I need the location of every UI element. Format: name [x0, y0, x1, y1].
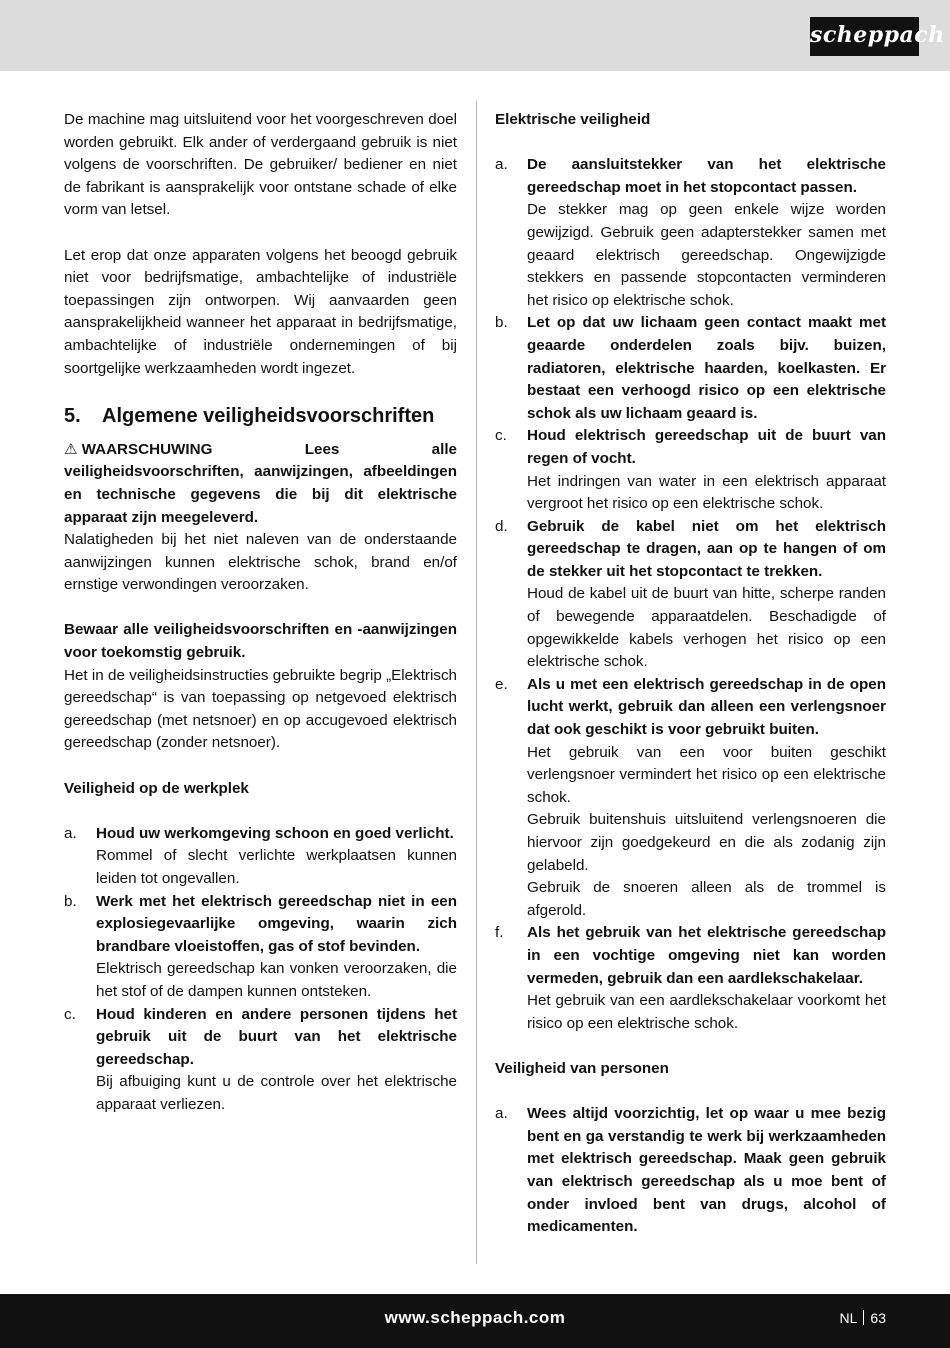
- warning-triangle-icon: ⚠: [64, 440, 78, 458]
- item-bold: Als het gebruik van het elektrische gereedschap in een vochtige omgeving niet kan worden vermeden, gebruik dan een aardlekschakelaar.: [527, 924, 886, 987]
- warning-text: Nalatigheden bij het niet naleven van de onderstaande aanwijzingen kunnen elektrische schok, brand en/of ernstige verwondingen veroorzaken.: [64, 531, 457, 594]
- page-number: 63: [870, 1310, 886, 1326]
- item-text: Het gebruik van een aardlekschakelaar voorkomt het risico op een elektrische schok.: [527, 992, 886, 1032]
- list-item: [495, 425, 886, 515]
- list-item: [495, 1103, 886, 1239]
- intended-use-paragraph: De machine mag uitsluitend voor het voorgeschreven doel worden gebruikt. Elk ander of verdergaand gebruik is niet volgens de voorschriften. De gebruiker/ bediener en niet de fabrikant is aansprakelijk voor ontstane schade of elke vorm van letsel.: [64, 111, 457, 219]
- persons-heading: Veiligheid van personen: [495, 1059, 669, 1077]
- column-divider: [476, 101, 477, 1264]
- left-column: [64, 109, 457, 1117]
- item-bold: Houd elektrisch gereedschap uit de buurt van regen of vocht.: [527, 427, 886, 467]
- keep-instructions-bold: Bewaar alle veiligheidsvoorschriften en -aanwijzingen voor toekomstig gebruik.: [64, 621, 457, 662]
- section-heading: [64, 403, 457, 439]
- item-marker: c.: [495, 427, 507, 445]
- electrical-heading: Elektrische veiligheid: [495, 111, 651, 128]
- item-text: Het gebruik van een voor buiten geschikt verlengsnoer vermindert het risico op een elektrische schok.: [527, 743, 886, 806]
- item-text: Elektrisch gereedschap kan vonken veroorzaken, die het stof of de dampen kunnen ontsteken.: [96, 960, 457, 1000]
- item-marker: c.: [64, 1005, 76, 1023]
- item-bold: Let op dat uw lichaam geen contact maakt met geaarde onderdelen zoals bijv. buizen, radiatoren, elektrische haarden, koelkasten. Er bestaat een verhoogd risico op een elektrische schok als uw lichaam geaard is.: [527, 314, 886, 422]
- item-bold: Houd uw werkomgeving schoon en goed verlicht.: [96, 824, 454, 842]
- footer-bar: [0, 1294, 950, 1348]
- item-marker: a.: [495, 1105, 508, 1123]
- list-item: [64, 823, 457, 891]
- item-text: Gebruik de snoeren alleen als de trommel is afgerold.: [527, 879, 886, 919]
- item-marker: b.: [495, 314, 508, 332]
- list-item: [64, 891, 457, 1004]
- item-marker: d.: [495, 517, 508, 535]
- page-separator: [863, 1310, 864, 1325]
- website-url: www.scheppach.com: [384, 1308, 566, 1327]
- section-number: 5.: [64, 404, 81, 427]
- item-marker: e.: [495, 675, 508, 693]
- keep-instructions-text: Het in de veiligheidsinstructies gebruikte begrip „Elektrisch gereedschap“ is van toepassing op netgevoed elektrisch gereedschap (met netsnoer) en op accugevoed elektrisch gereedschap (zonder netsnoer).: [64, 666, 457, 752]
- item-text: Bij afbuiging kunt u de controle over het elektrische apparaat verliezen.: [96, 1073, 457, 1113]
- item-text: Houd de kabel uit de buurt van hitte, scherpe randen of bewegende apparaatdelen. Beschadigde of opgewikkelde kabels verhogen het risico op een elektrische schok.: [527, 585, 886, 671]
- liability-paragraph: Let erop dat onze apparaten volgens het beoogd gebruik niet voor bedrijfsmatige, ambachtelijke of industriële toepassingen zijn ontworpen. Wij aanvaarden geen aansprakelijkheid wanneer het apparaat in bedrijfsmatige, ambachtelijke of industriële ondernemingen of bij soortgelijke werkzaamheden wordt ingezet.: [64, 246, 457, 377]
- right-column: [495, 109, 886, 1239]
- item-bold: Gebruik de kabel niet om het elektrisch gereedschap te dragen, aan op te hangen of om de stekker uit het stopcontact te trekken.: [527, 517, 886, 580]
- list-item: [495, 922, 886, 1035]
- section-title: Algemene veiligheidsvoorschriften: [102, 404, 435, 427]
- item-marker: a.: [495, 156, 508, 174]
- item-bold: Werk met het elektrisch gereedschap niet in een explosiegevaarlijke omgeving, waarin zich brandbare vloeistoffen, gas of stof bevinden.: [96, 892, 457, 955]
- item-text: Gebruik buitenshuis uitsluitend verlengsnoeren die hiervoor zijn goedgekeurd en die als zodanig zijn gelabeld.: [527, 811, 886, 874]
- warning-bold-text: WAARSCHUWING Lees alle veiligheidsvoorschriften, aanwijzingen, afbeeldingen en technische gegevens die bij dit elektrische apparaat zijn meegeleverd.: [64, 440, 457, 526]
- item-text: Rommel of slecht verlichte werkplaatsen kunnen leiden tot ongevallen.: [96, 847, 457, 887]
- item-text: Het indringen van water in een elektrisch apparaat vergroot het risico op een elektrische schok.: [527, 472, 886, 513]
- header-bar: [0, 0, 950, 71]
- item-marker: a.: [64, 824, 77, 842]
- scheppach-logo: scheppach: [810, 17, 919, 56]
- page-indicator: [840, 1310, 886, 1326]
- warning-block: [64, 439, 457, 529]
- list-item: [495, 312, 886, 425]
- item-bold: Houd kinderen en andere personen tijdens het gebruik uit de buurt van het elektrische gereedschap.: [96, 1005, 457, 1068]
- list-item: [64, 1004, 457, 1117]
- item-text: De stekker mag op geen enkele wijze worden gewijzigd. Gebruik geen adapterstekker samen met geaard elektrisch gereedschap. Ongewijzigde stekkers en passende stopcontacten verminderen het risico op elektrische schok.: [527, 201, 886, 309]
- list-item: [495, 674, 886, 923]
- item-marker: b.: [64, 892, 77, 910]
- item-marker: f.: [495, 924, 504, 942]
- list-item: [495, 516, 886, 674]
- item-bold: De aansluitstekker van het elektrische gereedschap moet in het stopcontact passen.: [527, 156, 886, 196]
- item-bold: Als u met een elektrisch gereedschap in de open lucht werkt, gebruik dan alleen een verlengsnoer dat ook geschikt is voor gebruikt buiten.: [527, 675, 886, 739]
- workplace-heading: Veiligheid op de werkplek: [64, 779, 249, 797]
- language-code: NL: [839, 1310, 858, 1326]
- list-item: [495, 154, 886, 312]
- item-bold: Wees altijd voorzichtig, let op waar u mee bezig bent en ga verstandig te werk bij werkzaamheden met elektrisch gereedschap. Maak geen gebruik van elektrisch gereedschap als u moe bent of onder invloed bent van drugs, alcohol of medicamenten.: [527, 1105, 886, 1236]
